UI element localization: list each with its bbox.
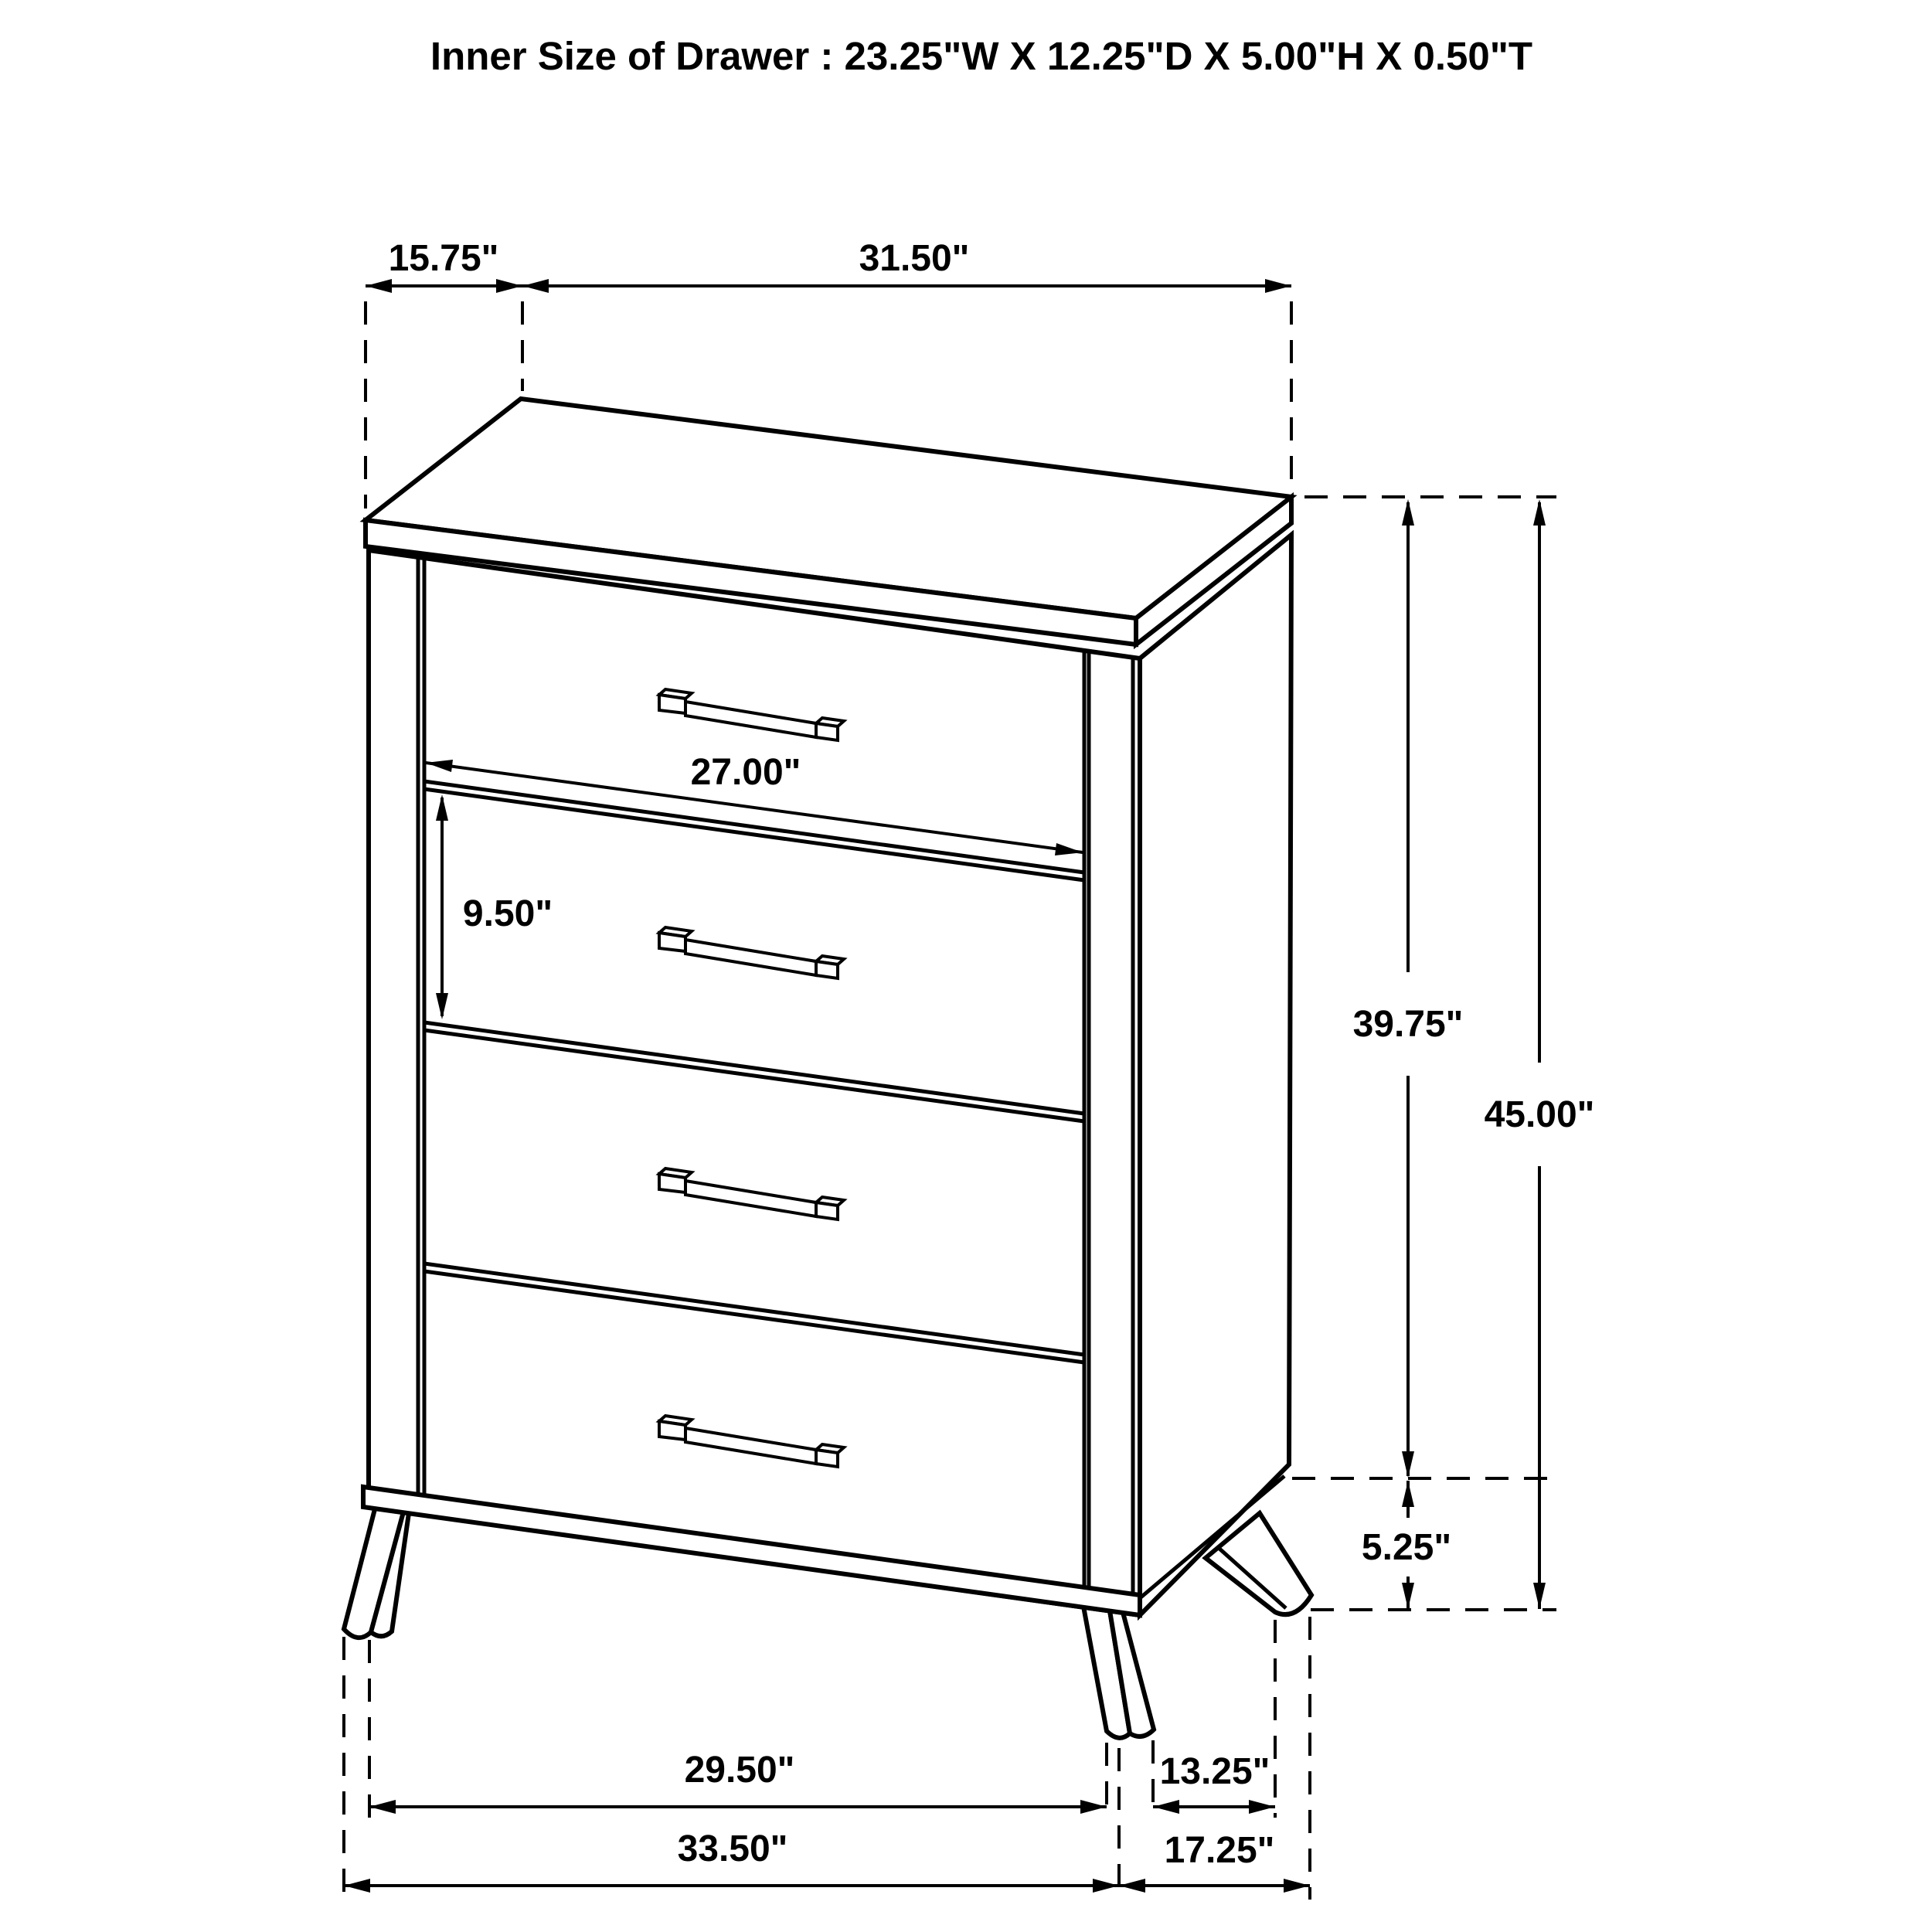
front-left-leg <box>344 1503 410 1638</box>
dim-label-top-depth: 15.75" <box>388 238 499 279</box>
arrowhead <box>1153 1800 1179 1814</box>
arrowhead <box>369 1800 396 1814</box>
arrowhead <box>1402 1451 1414 1478</box>
arrowhead <box>1402 499 1414 526</box>
arrowhead <box>1265 279 1291 293</box>
dim-label-feet-outer-depth: 17.25" <box>1164 1830 1275 1871</box>
side-panel <box>1140 535 1291 1615</box>
arrowhead <box>522 279 549 293</box>
drawer-handle-part <box>816 723 838 740</box>
arrowhead <box>344 1879 370 1893</box>
dim-label-feet-inner-depth: 13.25" <box>1159 1751 1270 1792</box>
arrowhead <box>1533 1583 1546 1609</box>
carcass-front-face <box>369 550 1140 1615</box>
arrowhead <box>1080 1800 1107 1814</box>
dim-label-feet-outer-width: 33.50" <box>677 1828 788 1869</box>
drawer-handle-part <box>659 1174 685 1192</box>
dim-label-drawer-face-height: 9.50" <box>462 893 553 934</box>
dim-label-body-height: 39.75" <box>1352 1004 1464 1045</box>
arrowhead <box>366 279 392 293</box>
chest-drawing <box>344 399 1311 1738</box>
dim-label-overall-height: 45.00" <box>1484 1094 1595 1135</box>
arrowhead <box>1119 1879 1145 1893</box>
front-right-leg <box>1082 1598 1154 1738</box>
arrowhead <box>1402 1583 1414 1609</box>
dim-label-drawer-inner-width: 27.00" <box>690 752 801 793</box>
drawer-handle-part <box>816 1202 838 1219</box>
arrowhead <box>1249 1800 1275 1814</box>
dim-label-leg-height: 5.25" <box>1361 1527 1452 1568</box>
drawer-handle-part <box>816 961 838 978</box>
arrowhead <box>1284 1879 1310 1893</box>
drawer-handle-part <box>659 695 685 713</box>
arrowhead <box>1402 1481 1414 1507</box>
diagram-title: Inner Size of Drawer : 23.25"W X 12.25"D X 5.00"H X 0.50"T <box>430 34 1533 78</box>
dim-label-feet-inner-width: 29.50" <box>684 1750 795 1791</box>
drawer-handle-part <box>659 933 685 951</box>
arrowhead <box>1093 1879 1119 1893</box>
arrowhead <box>496 279 522 293</box>
drawer-handle-part <box>816 1450 838 1467</box>
dim-label-top-width: 31.50" <box>859 238 970 279</box>
arrowhead <box>1533 499 1546 526</box>
drawer-handle-part <box>659 1421 685 1440</box>
